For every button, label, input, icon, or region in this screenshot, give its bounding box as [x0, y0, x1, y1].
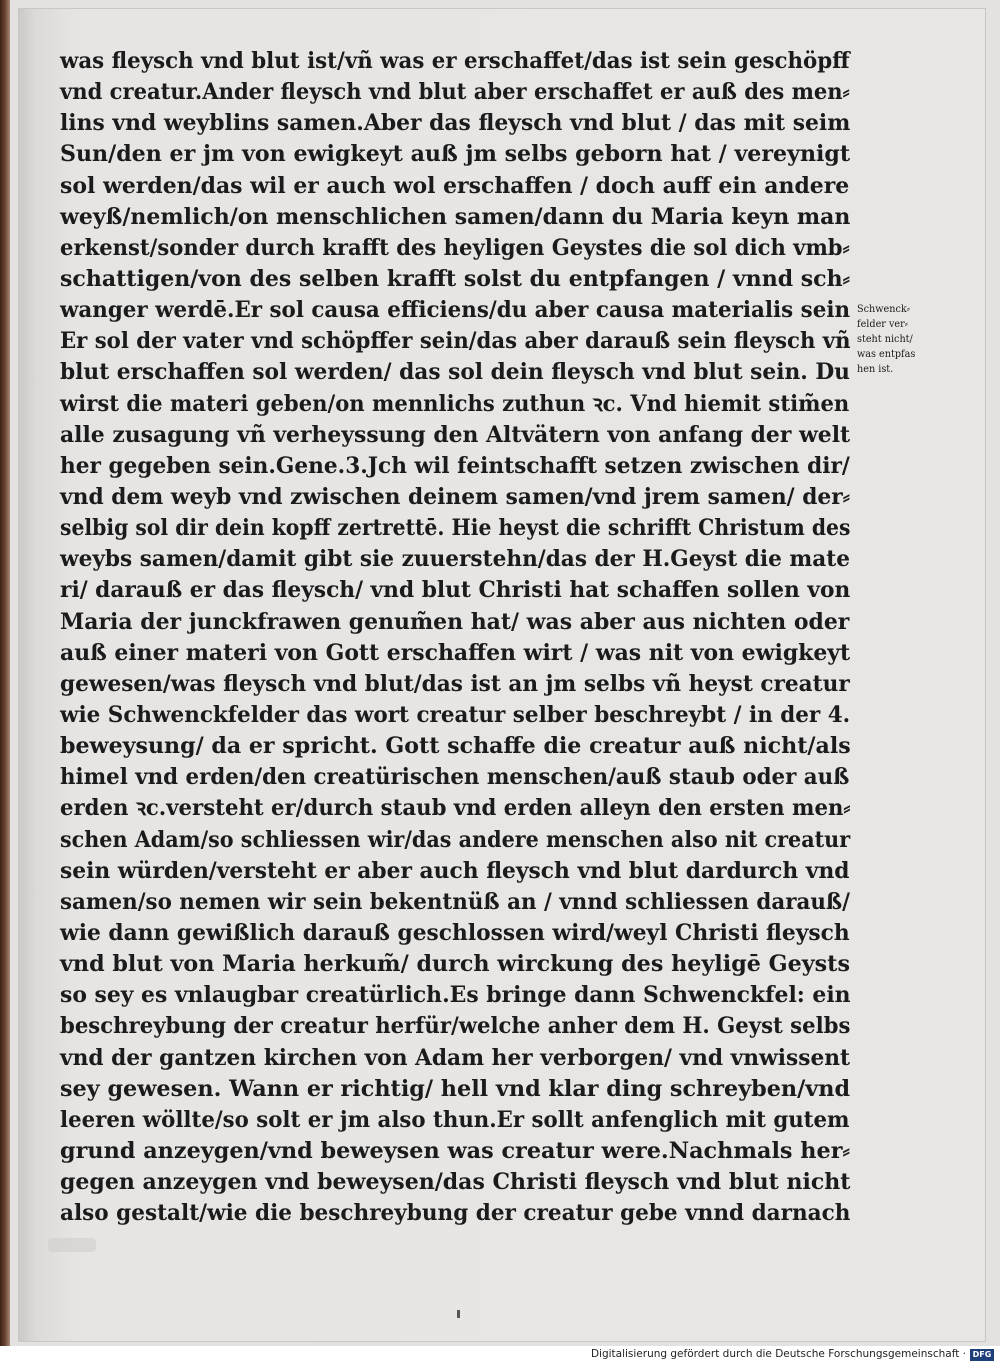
- text-line: beweysung/ da er spricht. Gott schaffe die creatur auß nicht/als: [60, 733, 851, 760]
- text-line: auß einer materi von Gott erschaffen wirt / was nit von ewigkeyt: [60, 639, 851, 666]
- text-line: sol werden/das wil er auch wol erschaffen / doch auff ein andere: [60, 172, 850, 199]
- text-line: wirst die materi geben/on mennlichs zuthun ꝛc. Vnd hiemit stim̃en: [60, 390, 850, 417]
- margin-note-line: Schwenck⸗: [857, 303, 910, 315]
- text-line: schattigen/von des selben krafft solst du entpfangen / vnnd sch⸗: [60, 265, 850, 292]
- text-line: Maria der junckfrawen genum̃en hat/ was aber aus nichten oder: [60, 608, 850, 635]
- text-line: blut erschaffen sol werden/ das sol dein fleysch vnd blut sein. Du: [60, 359, 850, 386]
- book-spine-edge: [0, 0, 10, 1346]
- text-line: wie Schwenckfelder das wort creatur selber beschreybt / in der 4.: [60, 701, 851, 728]
- text-line: also gestalt/wie die beschreybung der creatur gebe vnnd darnach: [60, 1200, 851, 1227]
- faded-catchword-smudge: [48, 1238, 96, 1252]
- margin-note: [857, 302, 957, 377]
- margin-note-line: hen ist.: [857, 363, 894, 375]
- text-line: erkenst/sonder durch krafft des heyligen Geystes die sol dich vmb⸗: [60, 234, 850, 261]
- text-line: alle zusagung vñ verheyssung den Altvätern von anfang der welt: [60, 421, 851, 448]
- text-line: was fleysch vnd blut ist/vñ was er erschaffet/das ist sein geschöpff: [60, 48, 850, 74]
- margin-note-line: was entpfas: [857, 348, 916, 360]
- text-line: himel vnd erden/den creatürischen menschen/auß staub oder auß: [60, 764, 850, 791]
- text-line: erden ꝛc.versteht er/durch staub vnd erden alleyn den ersten men⸗: [60, 795, 851, 822]
- text-line: sein würden/versteht er aber auch fleysch vnd blut dardurch vnd: [60, 857, 850, 884]
- margin-note-line: steht nicht/: [857, 333, 913, 345]
- text-line: vnd dem weyb vnd zwischen deinem samen/vnd jrem samen/ der⸗: [60, 483, 850, 510]
- text-line: leeren wöllte/so solt er jm also thun.Er sollt anfenglich mit gutem: [60, 1106, 850, 1133]
- text-line: Sun/den er jm von ewigkeyt auß jm selbs geborn hat / vereynigt: [60, 141, 851, 168]
- text-line: weyß/nemlich/on menschlichen samen/dann du Maria keyn man: [60, 203, 851, 230]
- text-line: vnd blut von Maria herkum̃/ durch wirckung des heyligē Geysts: [60, 951, 850, 978]
- text-line: Er sol der vater vnd schöpffer sein/das aber darauß sein fleysch vñ: [60, 328, 851, 355]
- text-line: wanger werdē.Er sol causa efficiens/du aber causa materialis sein: [60, 297, 851, 324]
- text-line: her gegeben sein.Gene.3.Jch wil feintschafft setzen zwischen dir/: [60, 452, 850, 479]
- text-line: vnd der gantzen kirchen von Adam her verborgen/ vnd vnwissent: [60, 1044, 851, 1071]
- text-line: gegen anzeygen vnd beweysen/das Christi fleysch vnd blut nicht: [60, 1169, 851, 1196]
- margin-note-line: felder ver⸗: [857, 318, 908, 330]
- dfg-logo: DFG: [970, 1349, 994, 1361]
- funding-credit: Digitalisierung gefördert durch die Deutsche Forschungsgemeinschaft ·: [590, 1348, 966, 1360]
- text-line: so sey es vnlaugbar creatürlich.Es bringe dann Schwenckfel: ein: [60, 982, 851, 1009]
- main-text-block: [60, 46, 850, 1229]
- text-line: wie dann gewißlich darauß geschlossen wird/weyl Christi fleysch: [60, 919, 850, 946]
- text-line: ri/ darauß er das fleysch/ vnd blut Christi hat schaffen sollen von: [60, 577, 851, 604]
- text-line: vnd creatur.Ander fleysch vnd blut aber erschaffet er auß des men⸗: [60, 79, 850, 106]
- text-line: selbig sol dir dein kopff zertrettē. Hie heyst die schrifft Christum des: [60, 515, 851, 542]
- footer-bar: [0, 1346, 1000, 1364]
- text-line: schen Adam/so schliessen wir/das andere menschen also nit creatur: [60, 826, 851, 853]
- text-line: beschreybung der creatur herfür/welche anher dem H. Geyst selbs: [60, 1013, 851, 1040]
- text-line: weybs samen/damit gibt sie zuuerstehn/das der H.Geyst die mate: [60, 546, 851, 573]
- text-line: samen/so nemen wir sein bekentnüß an / vnnd schliessen darauß/: [60, 888, 850, 915]
- text-line: gewesen/was fleysch vnd blut/das ist an jm selbs vñ heyst creatur: [60, 670, 850, 697]
- text-line: sey gewesen. Wann er richtig/ hell vnd klar ding schreyben/vnd: [60, 1075, 851, 1102]
- page-mark: [457, 1310, 460, 1318]
- text-line: lins vnd weyblins samen.Aber das fleysch vnd blut / das mit seim: [60, 110, 851, 137]
- text-line: grund anzeygen/vnd beweysen was creatur were.Nachmals her⸗: [60, 1137, 850, 1164]
